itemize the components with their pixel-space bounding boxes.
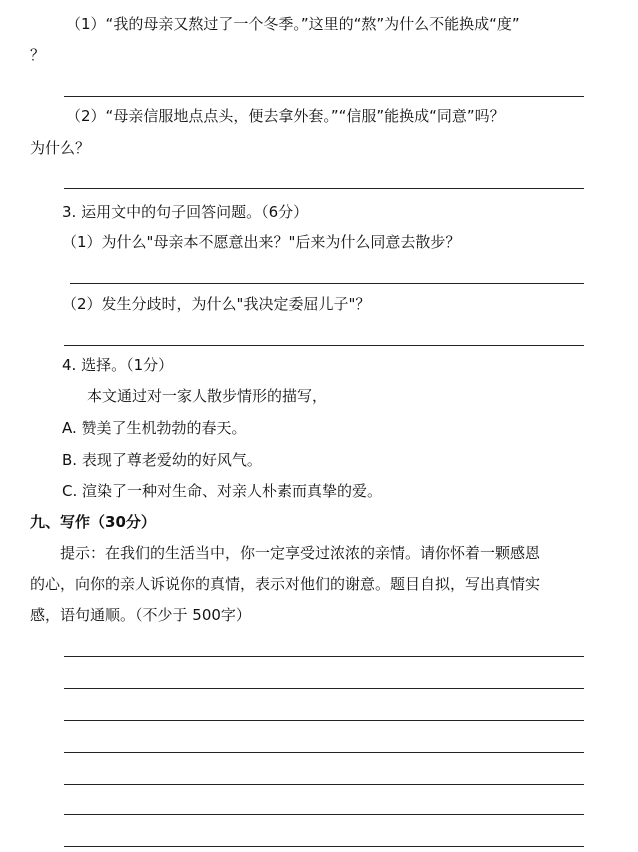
writing-line[interactable] [64,656,584,657]
option-a: A. 赞美了生机勃勃的春天。 [62,419,247,437]
answer-line[interactable] [64,188,584,189]
writing-line[interactable] [64,846,584,847]
question-4-title: 4. 选择。（1分） [62,356,174,374]
question-2-line-1: （2）“母亲信服地点点头，便去拿外套。”“信服”能换成“同意”吗？ [66,107,505,125]
writing-line[interactable] [64,752,584,753]
question-2-line-2: 为什么？ [30,139,91,157]
option-c: C. 渲染了一种对生命、对亲人朴素而真挚的爱。 [62,482,383,500]
question-3-1: （1）为什么"母亲本不愿意出来？"后来为什么同意去散步？ [62,233,461,251]
writing-line[interactable] [64,784,584,785]
writing-prompt-line-2: 的心，向你的亲人诉说你的真情，表示对他们的谢意。题目自拟，写出真情实 [30,575,541,593]
question-1-line-1: （1）“我的母亲又熬过了一个冬季。”这里的“熬”为什么不能换成“度” [66,15,520,33]
writing-prompt-line-1: 提示：在我们的生活当中，你一定享受过浓浓的亲情。请你怀着一颗感恩 [60,544,541,562]
writing-line[interactable] [64,814,584,815]
writing-prompt-line-3: 感，语句通顺。（不少于 500字） [30,606,251,624]
answer-line[interactable] [64,96,584,97]
writing-line[interactable] [64,688,584,689]
answer-line[interactable] [64,345,584,346]
question-3-2: （2）发生分歧时，为什么"我决定委屈儿子"？ [62,295,371,313]
writing-line[interactable] [64,720,584,721]
question-3-title: 3. 运用文中的句子回答问题。（6分） [62,203,309,221]
question-1-line-2: ？ [30,46,46,64]
question-4-stem: 本文通过对一家人散步情形的描写， [87,387,328,405]
section-9-title: 九、写作（30分） [30,513,156,531]
option-b: B. 表现了尊老爱幼的好风气。 [62,451,262,469]
answer-line[interactable] [70,283,584,284]
